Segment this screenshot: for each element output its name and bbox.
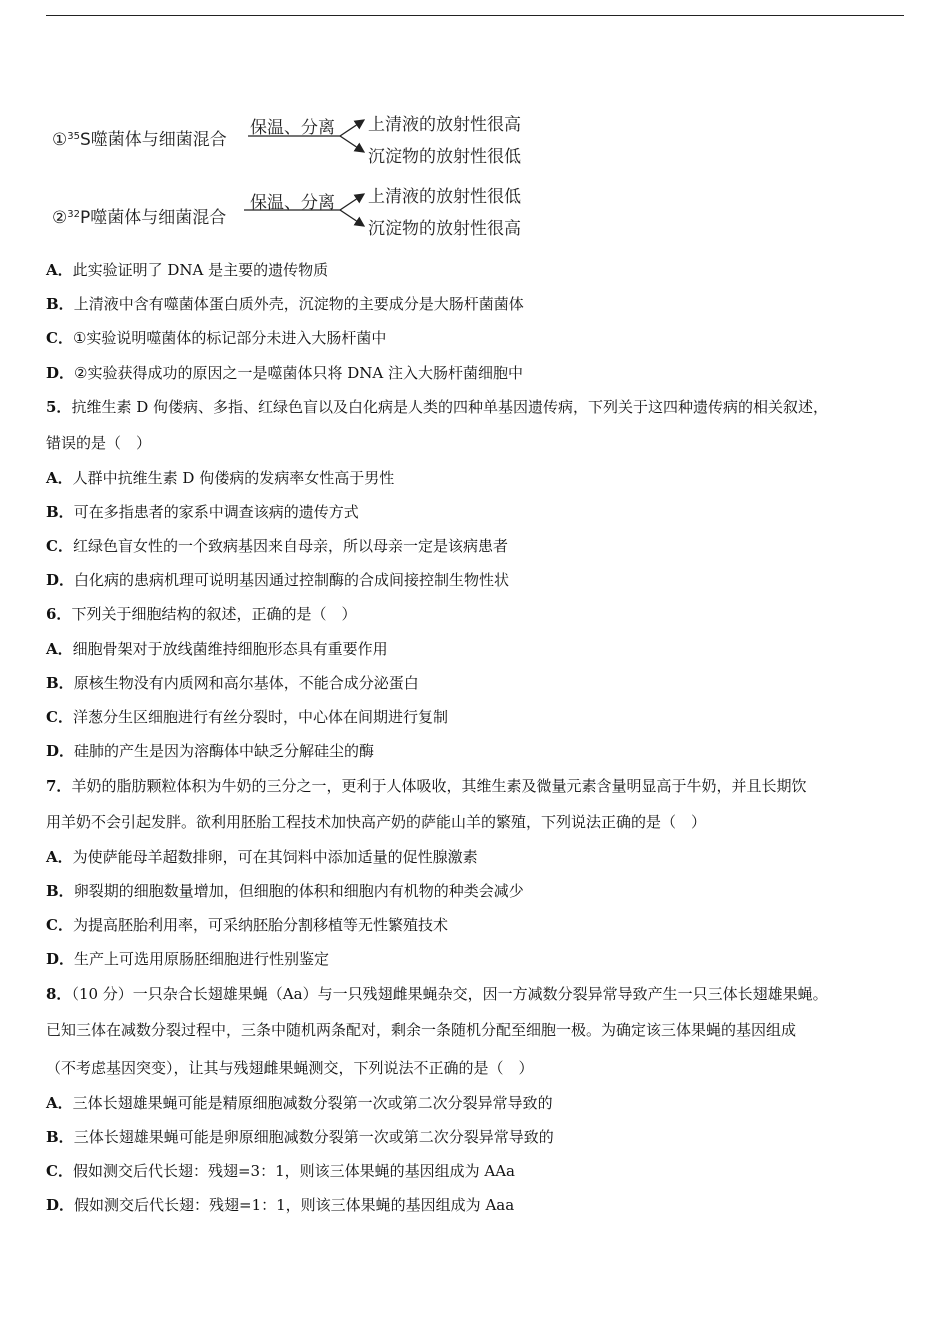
- row2-label: ②$^{32}$P噬菌体与细菌混合: [52, 208, 227, 228]
- question-line: 7．羊奶的脂肪颗粒体积为牛奶的三分之一，更利于人体吸收，其维生素及微量元素含量明显高于牛奶，并且长期饮: [46, 777, 807, 795]
- question-line: A．细胞骨架对于放线菌维持细胞形态具有重要作用: [46, 640, 388, 658]
- question-line: C．为提高胚胎利用率，可采纳胚胎分割移植等无性繁殖技术: [46, 916, 448, 934]
- question-line: C．假如测交后代长翅：残翅=3：1，则该三体果蝇的基因组成为 AAa: [46, 1162, 515, 1180]
- question-line: 5．抗维生素 D 佝偻病、多指、红绿色盲以及白化病是人类的四种单基因遗传病，下列关于这四种遗传病的相关叙述，: [46, 398, 829, 416]
- question-line: B．上清液中含有噬菌体蛋白质外壳，沉淀物的主要成分是大肠杆菌菌体: [46, 295, 524, 313]
- question-line: 已知三体在减数分裂过程中，三条中随机两条配对，剩余一条随机分配至细胞一极。为确定该三体果蝇的基因组成: [46, 1021, 797, 1039]
- question-line: D．生产上可选用原肠胚细胞进行性别鉴定: [46, 950, 330, 968]
- question-line: C．红绿色盲女性的一个致病基因来自母亲，所以母亲一定是该病患者: [46, 537, 508, 555]
- question-line: A．此实验证明了 DNA 是主要的遗传物质: [46, 261, 329, 279]
- question-line: （不考虑基因突变），让其与残翅雌果蝇测交，下列说法不正确的是（ ）: [46, 1059, 534, 1077]
- question-line: B．原核生物没有内质网和高尔基体，不能合成分泌蛋白: [46, 674, 419, 692]
- question-line: 6．下列关于细胞结构的叙述，正确的是（ ）: [46, 605, 357, 623]
- question-line: C．①实验说明噬菌体的标记部分未进入大肠杆菌中: [46, 329, 387, 347]
- question-line: 错误的是（ ）: [46, 434, 152, 452]
- question-line: D．②实验获得成功的原因之一是噬菌体只将 DNA 注入大肠杆菌细胞中: [46, 364, 523, 382]
- question-line: D．硅肺的产生是因为溶酶体中缺乏分解硅尘的酶: [46, 742, 375, 760]
- question-line: D．假如测交后代长翅：残翅=1：1，则该三体果蝇的基因组成为 Aaa: [46, 1196, 515, 1214]
- question-line: C．洋葱分生区细胞进行有丝分裂时，中心体在间期进行复制: [46, 708, 448, 726]
- row1-label: ①$^{35}$S噬菌体与细菌混合: [52, 130, 227, 150]
- question-line: A．三体长翅雄果蝇可能是精原细胞减数分裂第一次或第二次分裂异常导致的: [46, 1094, 553, 1112]
- question-line: B．卵裂期的细胞数量增加，但细胞的体积和细胞内有机物的种类会减少: [46, 882, 524, 900]
- row2-process: 保温、分离: [250, 193, 335, 213]
- row2-arrow-bottom: [340, 210, 364, 226]
- row2-supernatant: 上清液的放射性很低: [368, 187, 521, 207]
- question-line: A．为使萨能母羊超数排卵，可在其饲料中添加适量的促性腺激素: [46, 848, 478, 866]
- question-line: A．人群中抗维生素 D 佝偻病的发病率女性高于男性: [46, 469, 395, 487]
- row1-process: 保温、分离: [250, 118, 335, 138]
- question-line: B．三体长翅雄果蝇可能是卵原细胞减数分裂第一次或第二次分裂异常导致的: [46, 1128, 554, 1146]
- row1-arrow-bottom: [340, 136, 364, 152]
- row1-sediment: 沉淀物的放射性很低: [368, 147, 521, 167]
- row1-supernatant: 上清液的放射性很高: [368, 115, 521, 135]
- row2-arrow-top: [340, 194, 364, 210]
- question-line: B．可在多指患者的家系中调查该病的遗传方式: [46, 503, 359, 521]
- header-rule: [46, 15, 904, 16]
- question-line: D．白化病的患病机理可说明基因通过控制酶的合成间接控制生物性状: [46, 571, 510, 589]
- question-line: 用羊奶不会引起发胖。欲利用胚胎工程技术加快高产奶的萨能山羊的繁殖，下列说法正确的是（ ）: [46, 813, 707, 831]
- row2-sediment: 沉淀物的放射性很高: [368, 219, 521, 239]
- row1-arrow-top: [340, 120, 364, 136]
- question-line: 8．（10 分）一只杂合长翅雄果蝇（Aa）与一只残翅雌果蝇杂交，因一方减数分裂异常导致产生一只三体长翅雄果蝇。: [46, 985, 828, 1003]
- phage-experiment-diagram: [50, 108, 550, 238]
